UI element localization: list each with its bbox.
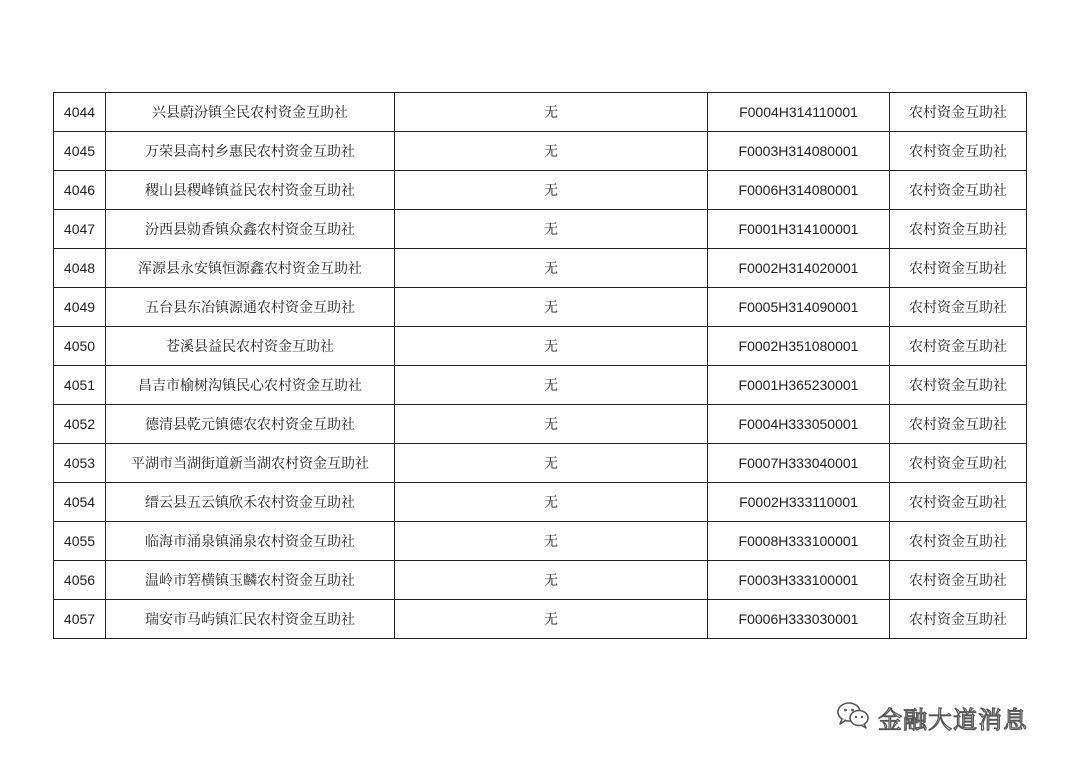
institution-type: 农村资金互助社 [890, 210, 1027, 249]
institution-name: 缙云县五云镇欣禾农村资金互助社 [106, 483, 395, 522]
institution-type: 农村资金互助社 [890, 561, 1027, 600]
institution-name: 平湖市当湖街道新当湖农村资金互助社 [106, 444, 395, 483]
institution-type: 农村资金互助社 [890, 483, 1027, 522]
note-cell: 无 [395, 483, 708, 522]
license-code: F0001H314100001 [708, 210, 890, 249]
institution-name: 兴县蔚汾镇全民农村资金互助社 [106, 93, 395, 132]
institution-type: 农村资金互助社 [890, 249, 1027, 288]
license-code: F0002H351080001 [708, 327, 890, 366]
table-row [54, 405, 1027, 444]
institution-type: 农村资金互助社 [890, 132, 1027, 171]
institution-table [53, 92, 1027, 639]
note-cell: 无 [395, 405, 708, 444]
table-row [54, 249, 1027, 288]
table-row [54, 93, 1027, 132]
license-code: F0006H314080001 [708, 171, 890, 210]
table-row [54, 171, 1027, 210]
row-number: 4051 [54, 366, 106, 405]
table-row [54, 444, 1027, 483]
row-number: 4045 [54, 132, 106, 171]
table-row [54, 132, 1027, 171]
row-number: 4047 [54, 210, 106, 249]
institution-name: 瑞安市马屿镇汇民农村资金互助社 [106, 600, 395, 639]
institution-name: 德清县乾元镇德农农村资金互助社 [106, 405, 395, 444]
table-row [54, 288, 1027, 327]
institution-name: 汾西县勍香镇众鑫农村资金互助社 [106, 210, 395, 249]
row-number: 4050 [54, 327, 106, 366]
note-cell: 无 [395, 522, 708, 561]
note-cell: 无 [395, 327, 708, 366]
institution-name: 临海市涌泉镇涌泉农村资金互助社 [106, 522, 395, 561]
note-cell: 无 [395, 132, 708, 171]
institution-name: 五台县东冶镇源通农村资金互助社 [106, 288, 395, 327]
row-number: 4057 [54, 600, 106, 639]
institution-type: 农村资金互助社 [890, 327, 1027, 366]
table-row [54, 327, 1027, 366]
table-row [54, 522, 1027, 561]
watermark [836, 700, 1028, 734]
institution-name: 浑源县永安镇恒源鑫农村资金互助社 [106, 249, 395, 288]
note-cell: 无 [395, 600, 708, 639]
license-code: F0003H314080001 [708, 132, 890, 171]
institution-type: 农村资金互助社 [890, 522, 1027, 561]
row-number: 4049 [54, 288, 106, 327]
institution-type: 农村资金互助社 [890, 405, 1027, 444]
row-number: 4048 [54, 249, 106, 288]
institution-name: 稷山县稷峰镇益民农村资金互助社 [106, 171, 395, 210]
note-cell: 无 [395, 561, 708, 600]
license-code: F0003H333100001 [708, 561, 890, 600]
table-row [54, 600, 1027, 639]
license-code: F0007H333040001 [708, 444, 890, 483]
row-number: 4054 [54, 483, 106, 522]
note-cell: 无 [395, 93, 708, 132]
note-cell: 无 [395, 171, 708, 210]
license-code: F0002H333110001 [708, 483, 890, 522]
row-number: 4053 [54, 444, 106, 483]
row-number: 4044 [54, 93, 106, 132]
row-number: 4052 [54, 405, 106, 444]
institution-type: 农村资金互助社 [890, 93, 1027, 132]
note-cell: 无 [395, 288, 708, 327]
institution-type: 农村资金互助社 [890, 444, 1027, 483]
institution-type: 农村资金互助社 [890, 600, 1027, 639]
wechat-icon [836, 701, 870, 733]
table-row [54, 483, 1027, 522]
table-row [54, 210, 1027, 249]
note-cell: 无 [395, 444, 708, 483]
license-code: F0006H333030001 [708, 600, 890, 639]
license-code: F0005H314090001 [708, 288, 890, 327]
row-number: 4046 [54, 171, 106, 210]
institution-type: 农村资金互助社 [890, 288, 1027, 327]
row-number: 4055 [54, 522, 106, 561]
institution-type: 农村资金互助社 [890, 171, 1027, 210]
license-code: F0001H365230001 [708, 366, 890, 405]
note-cell: 无 [395, 249, 708, 288]
note-cell: 无 [395, 366, 708, 405]
institution-name: 万荣县高村乡惠民农村资金互助社 [106, 132, 395, 171]
institution-name: 苍溪县益民农村资金互助社 [106, 327, 395, 366]
license-code: F0004H314110001 [708, 93, 890, 132]
license-code: F0004H333050001 [708, 405, 890, 444]
row-number: 4056 [54, 561, 106, 600]
institution-name: 昌吉市榆树沟镇民心农村资金互助社 [106, 366, 395, 405]
license-code: F0008H333100001 [708, 522, 890, 561]
institution-type: 农村资金互助社 [890, 366, 1027, 405]
license-code: F0002H314020001 [708, 249, 890, 288]
table-row [54, 561, 1027, 600]
institution-name: 温岭市箬横镇玉麟农村资金互助社 [106, 561, 395, 600]
note-cell: 无 [395, 210, 708, 249]
table-row [54, 366, 1027, 405]
watermark-text: 金融大道消息 [878, 705, 1028, 734]
